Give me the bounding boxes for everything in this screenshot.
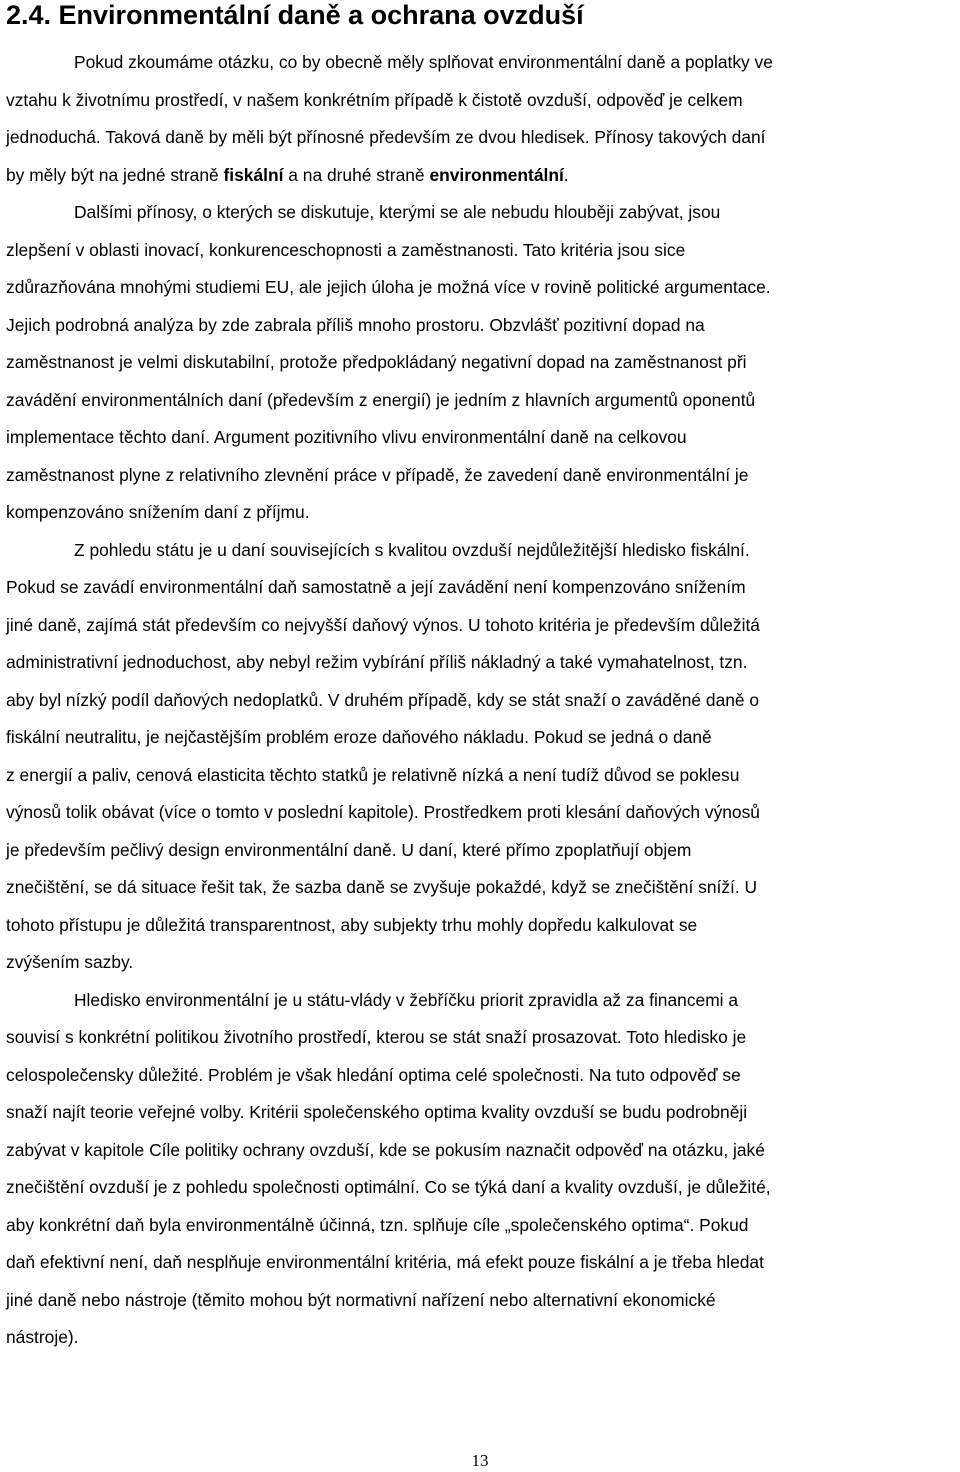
- text-run: zlepšení v oblasti inovací, konkurenceschopnosti a zaměstnanosti. Tato kritéria jsou sice: [6, 239, 686, 260]
- text-run: fiskální neutralitu, je nejčastějším problém eroze daňového nákladu. Pokud se jedná o daně: [6, 727, 712, 747]
- text-line: [6, 1169, 956, 1207]
- text-run: snaží najít teorie veřejné volby. Kritérii společenského optima kvality ovzduší se budu podrobněji: [6, 1102, 748, 1122]
- text-line: [6, 1244, 956, 1282]
- text-line: [6, 1057, 956, 1095]
- text-run: zabývat v kapitole Cíle politiky ochrany ovzduší, kde se pokusím naznačit odpověď na otázku, jaké: [6, 1139, 765, 1160]
- text-line: [6, 157, 956, 195]
- text-run: je především pečlivý design environmentální daně. U daní, které přímo zpoplatňují objem: [6, 839, 692, 860]
- text-line: [6, 1019, 956, 1057]
- text-run: zaměstnanost je velmi diskutabilní, protože předpokládaný negativní dopad na zaměstnanost při: [6, 352, 747, 372]
- text-line: [6, 1132, 956, 1170]
- text-run: Z pohledu státu je u daní souvisejících s kvalitou ovzduší nejdůležitější hledisko fiskální.: [74, 539, 750, 560]
- text-line: [6, 944, 956, 982]
- text-run: by měly být na jedné straně: [6, 164, 224, 185]
- text-line: [6, 1319, 956, 1357]
- text-line: [6, 569, 956, 607]
- text-run: administrativní jednoduchost, aby nebyl režim vybírání příliš nákladný a také vymahatelnost, tzn.: [6, 652, 748, 672]
- text-line: [6, 682, 956, 720]
- text-line: [6, 1282, 956, 1320]
- text-run: Hledisko environmentální je u státu-vlády v žebříčku priorit zpravidla až za financemi a: [74, 989, 739, 1010]
- bold-term: environmentální: [429, 164, 564, 185]
- text-line: [6, 82, 956, 120]
- text-line: [6, 382, 956, 420]
- text-line: [6, 269, 956, 307]
- text-line: [6, 119, 956, 157]
- body-text: [6, 44, 956, 1357]
- text-line: [6, 344, 956, 382]
- section-heading: 2.4. Environmentální daně a ochrana ovzduší: [6, 0, 584, 30]
- text-run: daň efektivní není, daň nesplňuje environmentální kritéria, má efekt pouze fiskální a je třeba hledat: [6, 1252, 764, 1272]
- text-run: jiné daně, zajímá stát především co nejvyšší daňový výnos. U tohoto kritéria je především důležitá: [6, 614, 760, 635]
- text-line: [6, 419, 956, 457]
- text-run: jiné daně nebo nástroje (těmito mohou být normativní nařízení nebo alternativní ekonomické: [6, 1289, 716, 1310]
- text-run: výnosů tolik obávat (více o tomto v poslední kapitole). Prostředkem proti klesání daňových výnosů: [6, 802, 760, 822]
- text-run: celospolečensky důležité. Problém je však hledání optima celé společnosti. Na tuto odpověď se: [6, 1064, 741, 1085]
- text-line: [6, 307, 956, 345]
- text-run: .: [563, 164, 569, 185]
- text-line: [6, 794, 956, 832]
- text-line: [6, 494, 956, 532]
- text-line: [6, 869, 956, 907]
- text-run: jednoduchá. Taková daně by měli být přínosné především ze dvou hledisek. Přínosy takových daní: [6, 127, 766, 147]
- text-run: zdůrazňována mnohými studiemi EU, ale jejich úloha je možná více v rovině politické argumentace.: [6, 277, 771, 297]
- text-run: vztahu k životnímu prostředí, v našem konkrétním případě k čistotě ovzduší, odpověď je celkem: [6, 89, 743, 110]
- text-line: [6, 982, 956, 1020]
- text-line: [6, 719, 956, 757]
- text-run: souvisí s konkrétní politikou životního prostředí, kterou se stát snaží prosazovat. Toto hledisko je: [6, 1027, 747, 1047]
- text-run: Dalšími přínosy, o kterých se diskutuje, kterými se ale nebudu hlouběji zabývat, jsou: [74, 202, 721, 222]
- text-run: Pokud zkoumáme otázku, co by obecně měly splňovat environmentální daně a poplatky ve: [74, 52, 773, 72]
- text-line: [6, 194, 956, 232]
- text-line: [6, 1207, 956, 1245]
- text-run: zavádění environmentálních daní (především z energií) je jedním z hlavních argumentů oponentů: [6, 389, 756, 410]
- text-line: [6, 644, 956, 682]
- page-number: 13: [471, 1451, 489, 1470]
- text-line: [6, 532, 956, 570]
- bold-term: fiskální: [223, 164, 284, 185]
- text-line: [6, 832, 956, 870]
- text-run: z energií a paliv, cenová elasticita těchto statků je relativně nízká a není tudíž důvod se poklesu: [6, 764, 740, 785]
- text-run: Jejich podrobná analýza by zde zabrala příliš mnoho prostoru. Obzvlášť pozitivní dopad na: [6, 314, 705, 335]
- text-line: [6, 607, 956, 645]
- text-run: znečištění ovzduší je z pohledu společnosti optimální. Co se týká daní a kvality ovzduší, je důležité,: [6, 1177, 771, 1197]
- text-line: [6, 907, 956, 945]
- text-run: kompenzováno snížením daní z příjmu.: [6, 502, 310, 522]
- text-line: [6, 757, 956, 795]
- text-run: zaměstnanost plyne z relativního zlevnění práce v případě, že zavedení daně environmentální je: [6, 464, 749, 485]
- text-run: tohoto přístupu je důležitá transparentnost, aby subjekty trhu mohly dopředu kalkulovat se: [6, 914, 698, 935]
- text-run: a na druhé straně: [283, 164, 430, 185]
- text-run: Pokud se zavádí environmentální daň samostatně a její zavádění není kompenzováno snížením: [6, 577, 746, 597]
- text-line: [6, 457, 956, 495]
- text-run: zvýšením sazby.: [6, 952, 134, 972]
- text-run: znečištění, se dá situace řešit tak, že sazba daně se zvyšuje pokaždé, když se znečištění sníží. U: [6, 877, 758, 897]
- text-run: aby konkrétní daň byla environmentálně účinná, tzn. splňuje cíle „společenského optima“. Pokud: [6, 1214, 749, 1235]
- text-run: aby byl nízký podíl daňových nedoplatků. V druhém případě, kdy se stát snaží o zaváděné daně o: [6, 689, 760, 710]
- text-run: nástroje).: [6, 1327, 79, 1347]
- text-run: implementace těchto daní. Argument pozitivního vlivu environmentální daně na celkovou: [6, 427, 687, 447]
- text-line: [6, 1094, 956, 1132]
- text-line: [6, 232, 956, 270]
- text-line: [6, 44, 956, 82]
